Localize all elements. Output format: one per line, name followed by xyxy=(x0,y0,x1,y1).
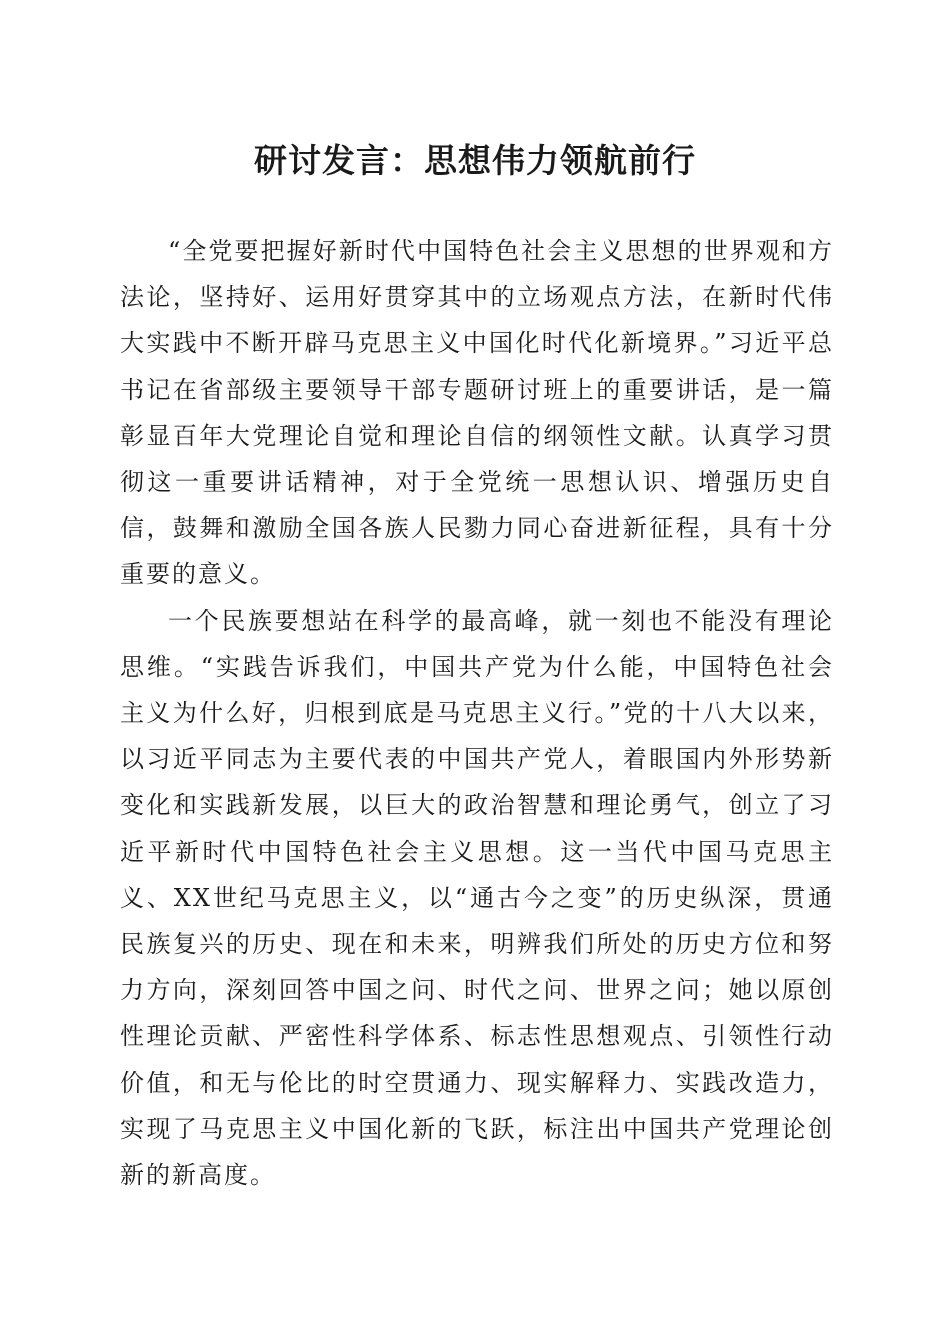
document-body xyxy=(120,228,834,1198)
paragraph-2: 一个民族要想站在科学的最高峰，就一刻也不能没有理论思维。“实践告诉我们，中国共产党为什么能，中国特色社会主义为什么好，归根到底是马克思主义行。”党的十八大以来，以习近平同志为主要代表的中国共产党人，着眼国内外形势新变化和实践新发展，以巨大的政治智慧和理论勇气，创立了习近平新时代中国特色社会主义思想。这一当代中国马克思主义、XX世纪马克思主义，以“通古今之变”的历史纵深，贯通民族复兴的历史、现在和未来，明辨我们所处的历史方位和努力方向，深刻回答中国之问、时代之问、世界之问；她以原创性理论贡献、严密性科学体系、标志性思想观点、引领性行动价值，和无与伦比的时空贯通力、现实解释力、实践改造力，实现了马克思主义中国化新的飞跃，标注出中国共产党理论创新的新高度。 xyxy=(120,606,834,1190)
document-title: 研讨发言：思想伟力领航前行 xyxy=(254,141,696,180)
paragraph-1: “全党要把握好新时代中国特色社会主义思想的世界观和方法论，坚持好、运用好贯穿其中的立场观点方法，在新时代伟大实践中不断开辟马克思主义中国化时代化新境界。”习近平总书记在省部级主要领导干部专题研讨班上的重要讲话，是一篇彰显百年大党理论自觉和理论自信的纲领性文献。认真学习贯彻这一重要讲话精神，对于全党统一思想认识、增强历史自信，鼓舞和激励全国各族人民勠力同心奋进新征程，具有十分重要的意义。 xyxy=(120,237,834,589)
